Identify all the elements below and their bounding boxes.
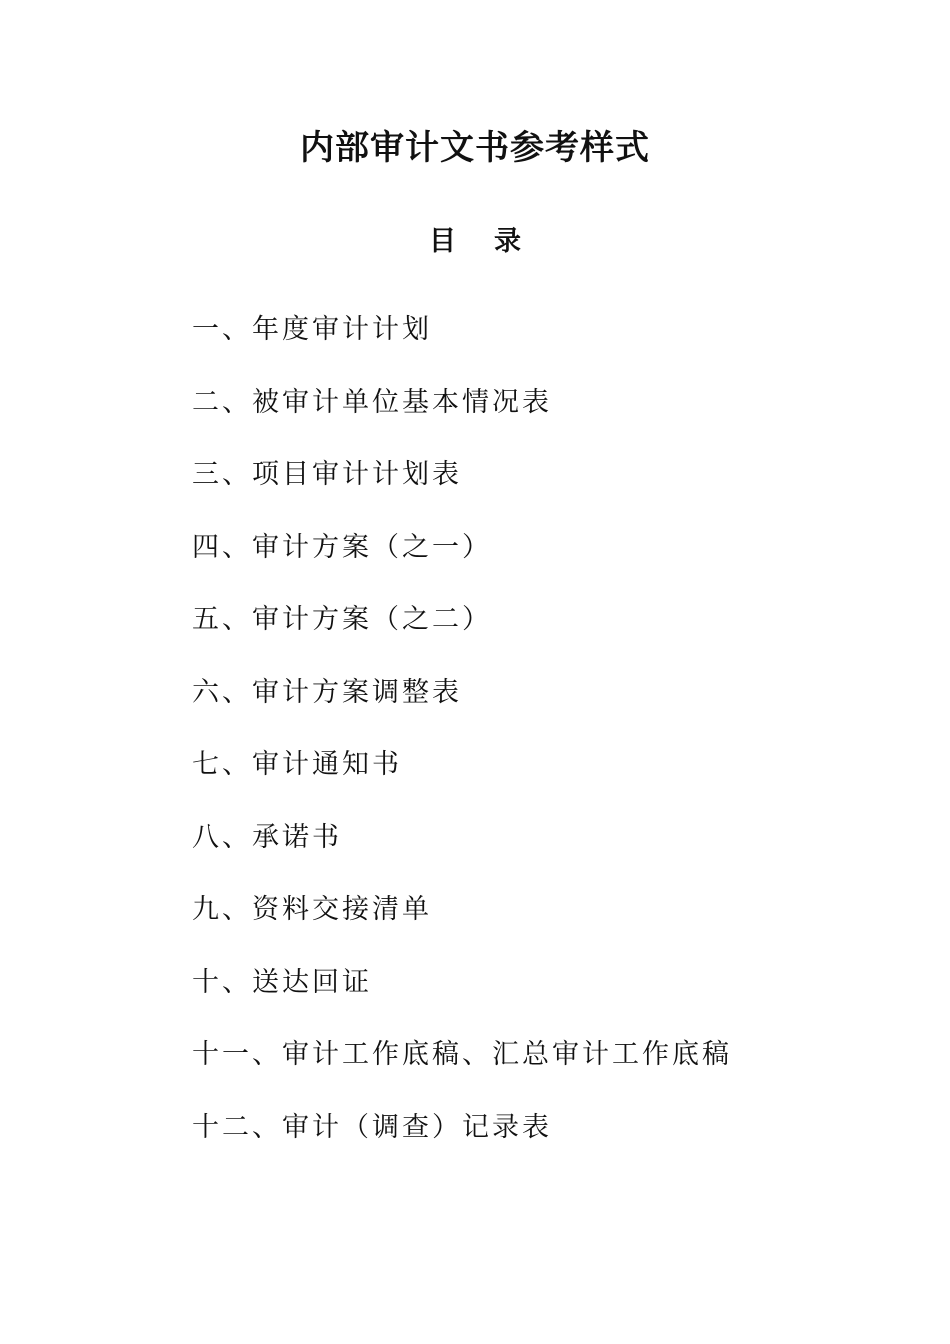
- toc-item: 十二、审计（调查）记录表: [192, 1111, 552, 1143]
- toc-item: 十、送达回证: [192, 966, 372, 998]
- toc-item: 九、资料交接清单: [192, 894, 432, 925]
- toc-list: [192, 308, 732, 1178]
- document-title: 内部审计文书参考样式: [300, 128, 650, 168]
- toc-item: 二、被审计单位基本情况表: [192, 386, 552, 418]
- toc-item: 六、审计方案调整表: [192, 676, 462, 708]
- toc-item: 八、承诺书: [192, 821, 342, 853]
- toc-item: 三、项目审计计划表: [192, 459, 462, 490]
- toc-item: 四、审计方案（之一）: [192, 531, 492, 563]
- toc-item: 十一、审计工作底稿、汇总审计工作底稿: [192, 1039, 732, 1070]
- toc-heading: 目录: [429, 226, 559, 257]
- toc-item: 五、审计方案（之二）: [192, 604, 492, 635]
- toc-item: 一、年度审计计划: [192, 314, 432, 345]
- toc-item: 七、审计通知书: [192, 749, 402, 780]
